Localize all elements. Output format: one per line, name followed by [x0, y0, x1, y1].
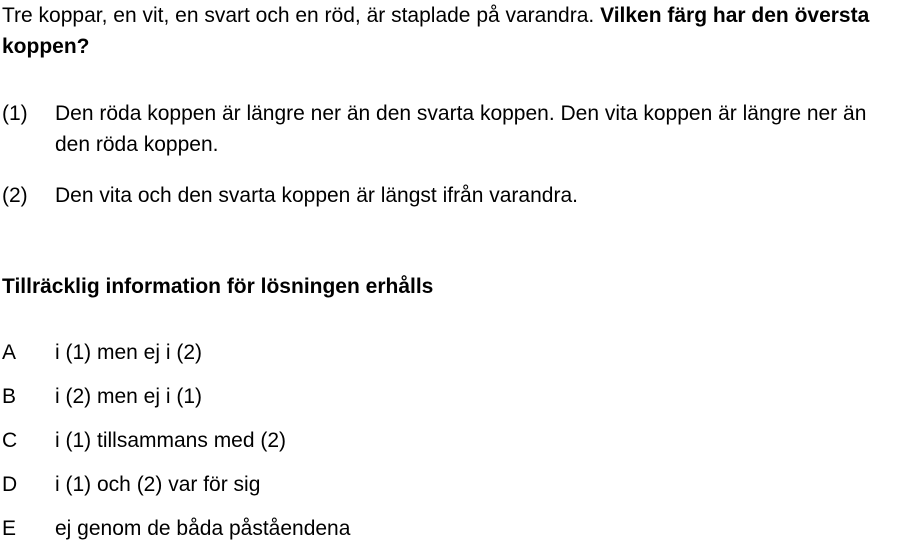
- option-text: ej genom de båda påståendena: [55, 517, 351, 540]
- option-e: [2, 513, 350, 544]
- statement-1: [2, 98, 894, 160]
- option-text: i (1) men ej i (2): [55, 341, 203, 364]
- option-text: i (1) tillsammans med (2): [55, 429, 287, 452]
- option-b: [2, 381, 202, 412]
- statement-number: (1): [2, 102, 28, 125]
- option-text: i (1) och (2) var för sig: [55, 473, 261, 496]
- statement-text: Den vita och den svarta koppen är längst ifrån varandra.: [55, 184, 578, 207]
- option-text: i (2) men ej i (1): [55, 385, 203, 408]
- question-text: [2, 0, 894, 62]
- option-letter: D: [2, 473, 18, 496]
- statement-number: (2): [2, 184, 28, 207]
- statement-text: Den röda koppen är längre ner än den svarta koppen. Den vita koppen är längre ner än den röda koppen.: [55, 102, 867, 156]
- answer-heading: Tillräcklig information för lösningen erhålls: [2, 275, 434, 298]
- question-intro: Tre koppar, en vit, en svart och en röd, är staplade på varandra.: [2, 4, 601, 27]
- statement-2: [2, 180, 894, 211]
- option-letter: B: [2, 385, 17, 408]
- option-c: [2, 425, 286, 456]
- option-a: [2, 337, 202, 368]
- option-letter: A: [2, 341, 17, 364]
- question-prompt: Vilken färg har den översta koppen?: [2, 4, 870, 58]
- option-d: [2, 469, 260, 500]
- option-letter: C: [2, 429, 18, 452]
- option-letter: E: [2, 517, 17, 540]
